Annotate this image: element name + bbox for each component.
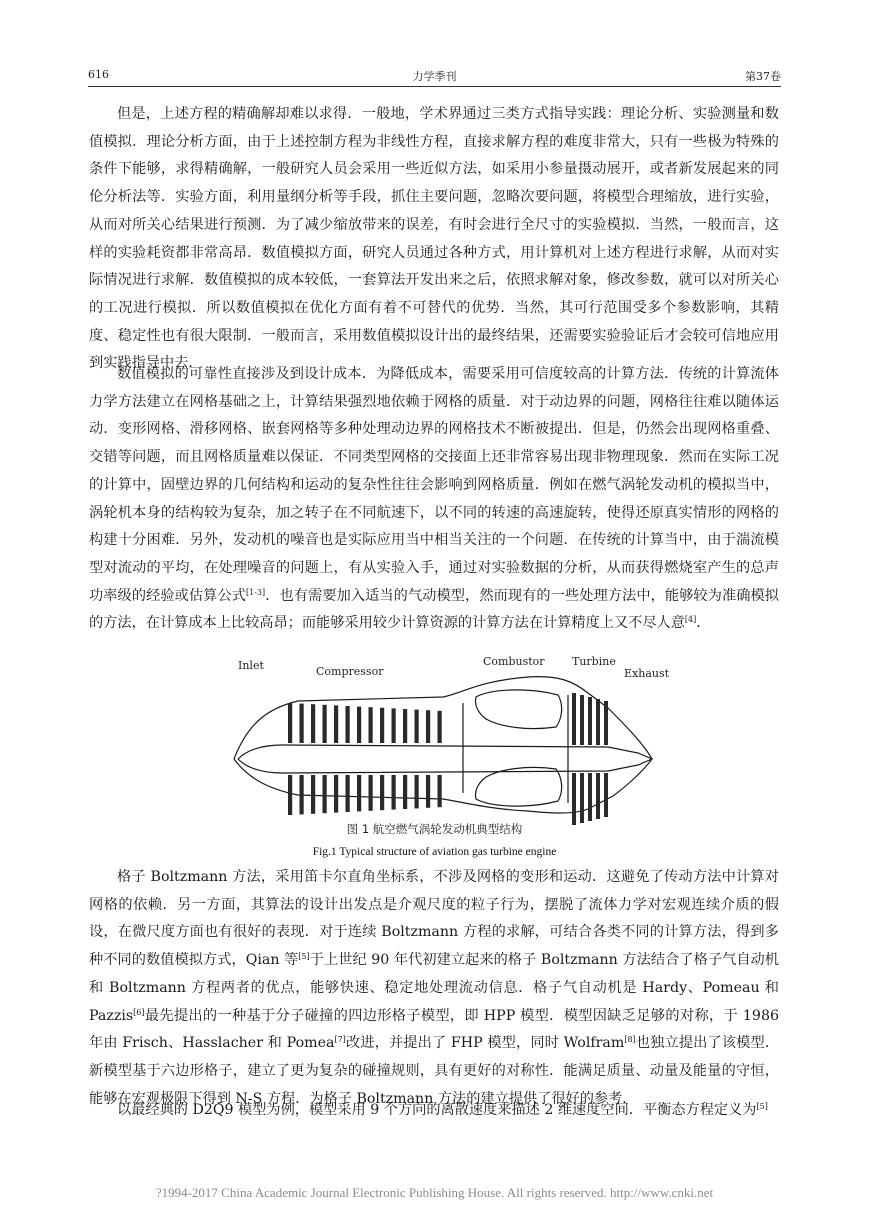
compressor-blade-lower <box>323 775 327 813</box>
citation-7: [7] <box>334 1035 346 1045</box>
turbine-blade-lower <box>604 773 608 817</box>
citation-4: [4] <box>684 615 697 625</box>
page-number: 616 <box>88 68 109 81</box>
paragraph-4-text-a: 以最经典的 D2Q9 模型为例，模型采用 9 个方向的离散速度来描述 2 维速度空间．平衡态方程定义为 <box>117 1102 757 1118</box>
turbine-blade-upper <box>580 695 584 745</box>
citation-5: [5] <box>298 952 310 962</box>
turbine-blade-upper <box>572 693 576 745</box>
turbine-blade-lower <box>580 773 584 823</box>
engine-diagram <box>228 653 670 815</box>
compressor-blade-upper <box>415 710 419 743</box>
compressor-blade-lower <box>346 775 350 812</box>
compressor-blade-upper <box>369 707 373 743</box>
citation-1-3: [1-3] <box>246 587 266 597</box>
compressor-blade-lower <box>288 775 292 815</box>
label-compressor: Compressor <box>316 665 384 678</box>
paragraph-2-text-a: 数值模拟的可靠性直接涉及到设计成本．为降低成本，需要采用可信度较高的计算方法．传统的计算流体力学方法建立在网格基础之上，计算结果强烈地依赖于网格的质量．对于动边界的问题，网格往往难以随体运动．变形网格、滑移网格、嵌套网格等多种处理动边界的网格技术不断被提出．但是，仍然会出现网格重叠、交错等问题，而且网格质量难以保证．不同类型网格的交接面上还非常容易出现非物理现象．然而在实际工况的计算中，固壁边界的几何结构和运动的复杂性往往会影响到网格质量．例如在燃气涡轮发动机的模拟当中，涡轮机本身的结构较为复杂，加之转子在不同航速下，以不同的转速的高速旋转，使得还原真实情形的网格的构建十分困难．另外，发动机的噪音也是实际应用当中相当关注的一个问题．在传统的计算当中，由于湍流模型对流动的平均，在处理噪音的问题上，有从实验入手，通过对实验数据的分析，从而获得燃烧室产生的总声功率级的经验或估算公式 <box>89 366 779 604</box>
volume-label: 第37卷 <box>745 70 781 83</box>
compressor-blade-upper <box>300 704 304 743</box>
compressor-blade-upper <box>426 710 430 743</box>
compressor-blade-upper <box>357 707 361 743</box>
header-rule <box>88 86 781 87</box>
label-turbine: Turbine <box>572 655 616 668</box>
compressor-blade-lower <box>311 775 315 814</box>
compressor-blade-upper <box>392 708 396 743</box>
paragraph-2-text-c: ． <box>696 615 711 632</box>
paragraph-3-text-e: 也独立提出了该模型．新模型基于六边形格子，建立了更为复杂的碰撞规则，具有更好的对称性．能满足质量、动量及能量的守恒，能够在宏观极限下得到 N-S 方程．为格子 Boltzmann 方法的建立提供了很好的参考． <box>89 1035 780 1107</box>
compressor-blade-lower <box>300 775 304 814</box>
citation-8: [8] <box>624 1035 636 1045</box>
compressor-blade-lower <box>392 775 396 810</box>
compressor-blade-lower <box>334 775 338 813</box>
citation-5b: [5] <box>756 1102 768 1111</box>
running-header <box>88 66 781 84</box>
compressor-blade-upper <box>403 709 407 743</box>
engine-blades <box>288 693 608 825</box>
paragraph-3-text-a: 格子 Boltzmann 方法，采用笛卡尔直角坐标系，不涉及网格的变形和运动．这避免了传动方法中计算对网格的依赖．另一方面，其算法的设计出发点是介观尺度的粒子行为，摆脱了流体力学对宏观连续介质的假设，在微尺度方面也有很好的表现．对于连续 Boltzmann 方程的求解，可结合各类不同的计算方法，得到多种不同的数值模拟方式，Qian 等 <box>89 869 779 969</box>
turbine-blade-upper <box>604 701 608 745</box>
copyright-footer: ?1994-2017 China Academic Journal Electronic Publishing House. All rights reserved. http://www.cnki.net <box>155 1185 714 1200</box>
compressor-blade-lower <box>438 775 442 807</box>
compressor-blade-lower <box>403 775 407 809</box>
compressor-blade-lower <box>380 775 384 810</box>
compressor-blade-upper <box>380 708 384 743</box>
compressor-blade-upper <box>311 704 315 743</box>
paragraph-4 <box>89 1097 779 1125</box>
turbine-blade-lower <box>572 773 576 825</box>
paragraph-3-text-c: 最先提出的一种基于分子碰撞的四边形格子模型，即 HPP 模型．模型因缺乏足够的对称，于 1986 年由 Frisch、Hasslacher 和 Pomea <box>89 1007 779 1052</box>
paragraph-3-text-b: 于上世纪 90 年代初建立起来的格子 Boltzmann 方法结合了格子气自动机和 Boltzmann 方程两者的优点，能够快速、稳定地处理流动信息．格子气自动机是 Hardy、Pomeau 和 Pazzis <box>89 952 779 1024</box>
label-inlet: Inlet <box>238 659 264 672</box>
label-combustor: Combustor <box>483 655 545 668</box>
turbine-blade-upper <box>588 697 592 745</box>
label-exhaust: Exhaust <box>624 667 670 680</box>
figure-caption-en: Fig.1 Typical structure of aviation gas turbine engine <box>312 846 557 858</box>
compressor-blade-upper <box>346 706 350 743</box>
paragraph-3 <box>89 864 779 1113</box>
citation-6: [6] <box>133 1007 145 1017</box>
compressor-blade-upper <box>334 705 338 743</box>
turbine-blade-lower <box>588 773 592 821</box>
engine-figure <box>228 653 670 815</box>
compressor-blade-lower <box>357 775 361 811</box>
compressor-blade-upper <box>288 703 292 743</box>
compressor-blade-lower <box>369 775 373 811</box>
turbine-blade-lower <box>596 773 600 819</box>
compressor-blade-upper <box>323 705 327 743</box>
compressor-blade-lower <box>426 775 430 808</box>
turbine-blade-upper <box>596 699 600 745</box>
compressor-blade-lower <box>415 775 419 808</box>
paragraph-2-text-b: ．也有需要加入适当的气动模型，然而现有的一些处理方法中，能够较为准确模拟的方法，在计算成本上比较高昂；而能够采用较少计算资源的计算方法在计算精度上又不尽人意 <box>89 587 779 632</box>
paragraph-2 <box>89 361 779 638</box>
figure-caption-cn: 图 1 航空燃气涡轮发动机典型结构 <box>346 822 523 836</box>
compressor-blade-upper <box>438 711 442 743</box>
paragraph-1: 但是，上述方程的精确解却难以求得．一般地，学术界通过三类方式指导实践：理论分析、实验测量和数值模拟．理论分析方面，由于上述控制方程为非线性方程，直接求解方程的难度非常大，只有一些极为特殊的条件下能够，求得精确解，一般研究人员会采用一些近似方法，如采用小参量摄动展开，或者新发展起来的同伦分析法等．实验方面，利用量纲分析等手段，抓住主要问题，忽略次要问题，将模型合理缩放，进行实验，从而对所关心结果进行预测．为了减少缩放带来的误差，有时会进行全尺寸的实验模拟．当然，一般而言，这样的实验耗资都非常高昂．数值模拟方面，研究人员通过各种方式，用计算机对上述方程进行求解，从而对实际情况进行求解．数值模拟的成本较低，一套算法开发出来之后，依照求解对象，修改参数，就可以对所关心的工况进行模拟．所以数值模拟在优化方面有着不可替代的优势．当然，其可行范围受多个参数影响，其精度、稳定性也有很大限制．一般而言，采用数值模拟设计出的最终结果，还需要实验验证后才会较可信地应用到实践指导中去． <box>89 106 779 372</box>
journal-name: 力学季刊 <box>412 70 457 83</box>
paragraph-3-text-d: 改进，并提出了 FHP 模型，同时 Wolfram <box>345 1035 625 1052</box>
